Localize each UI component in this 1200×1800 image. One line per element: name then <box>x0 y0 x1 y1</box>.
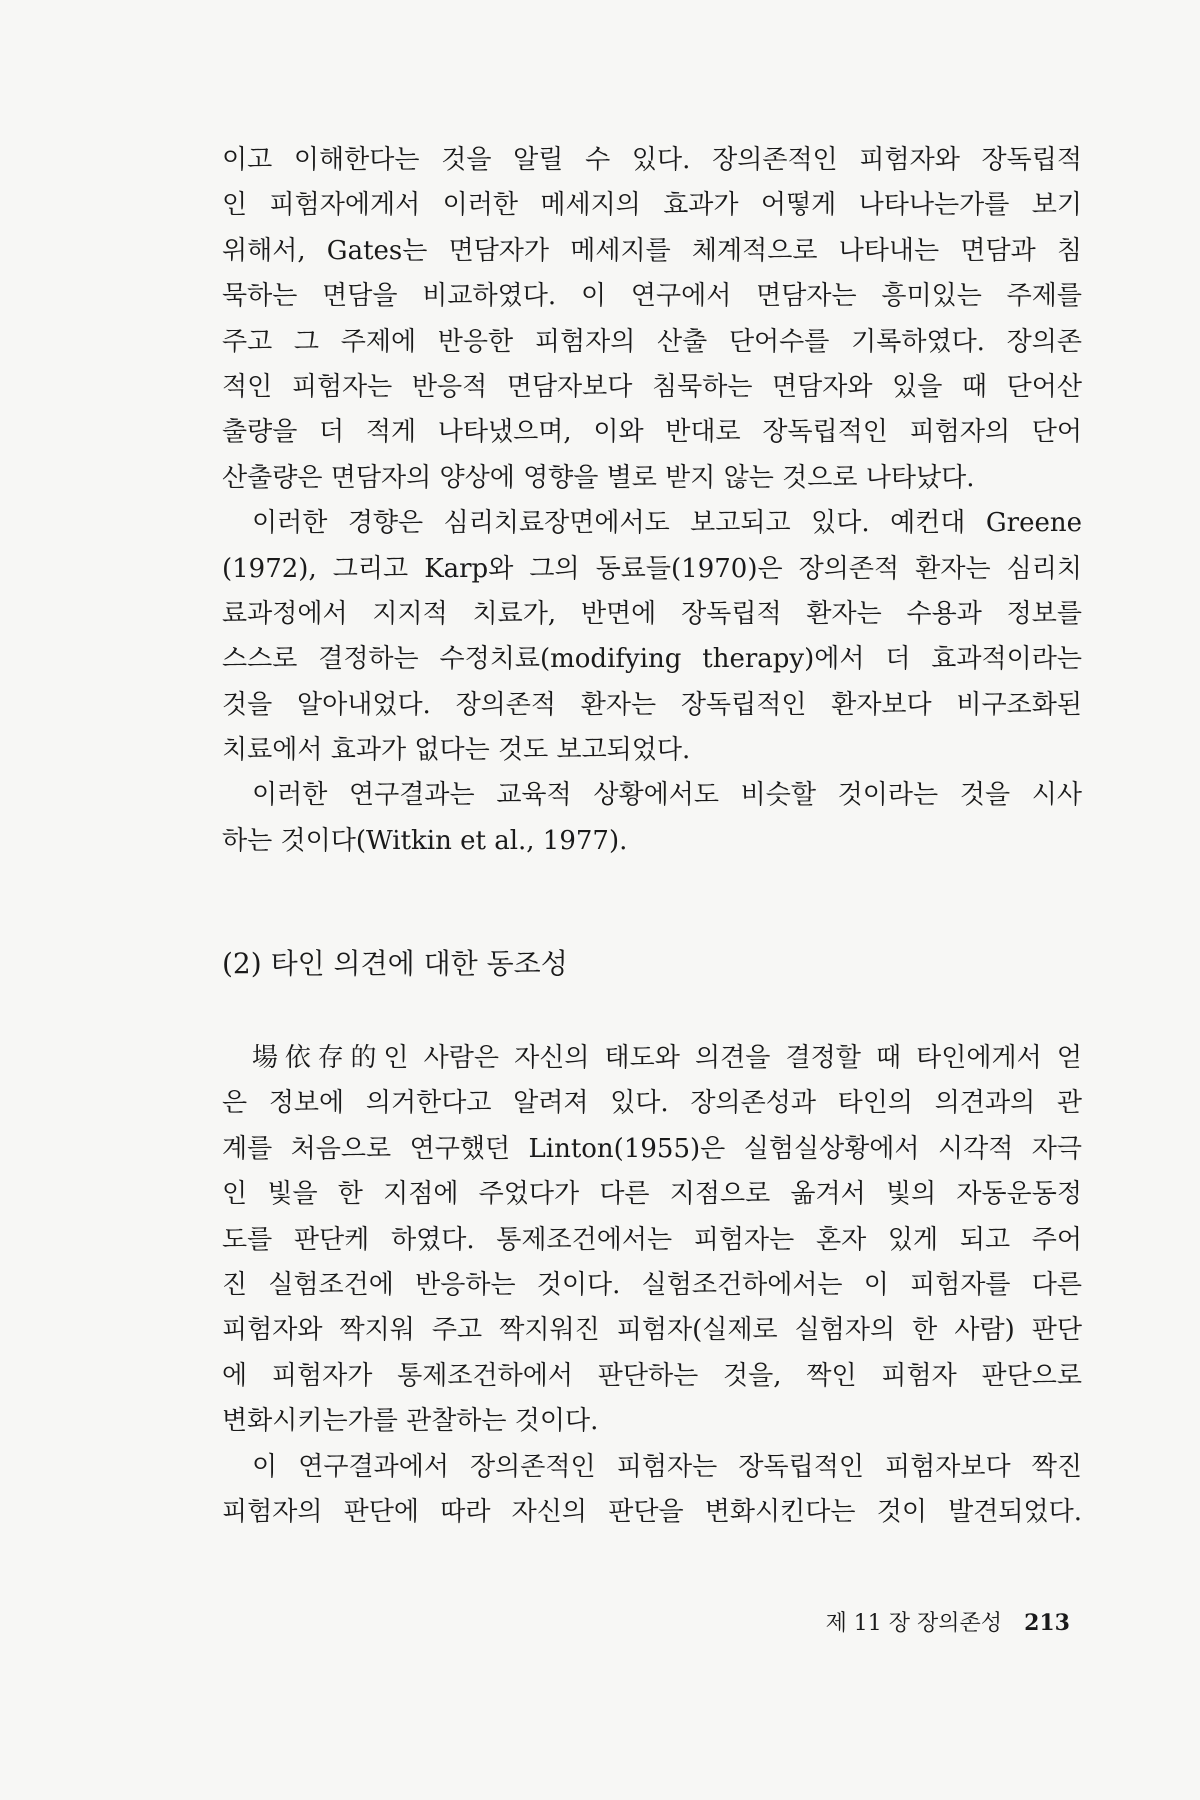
text-line: 계를 처음으로 연구했던 Linton(1955)은 실험실상황에서 시각적 자극 <box>222 1133 1082 1164</box>
text-line: (1972), 그리고 Karp와 그의 동료들(1970)은 장의존적 환자는 심리치 <box>222 553 1082 584</box>
text-line: 이 연구결과에서 장의존적인 피험자는 장독립적인 피험자보다 짝진 <box>252 1451 1082 1482</box>
text-line: 변화시키는가를 관찰하는 것이다. <box>222 1406 599 1437</box>
text-line: 도를 판단케 하였다. 통제조건에서는 피험자는 혼자 있게 되고 주어 <box>222 1224 1082 1255</box>
text-line: 산출량은 면담자의 양상에 영향을 별로 받지 않는 것으로 나타났다. <box>222 462 975 493</box>
text-line: 에 피험자가 통제조건하에서 판단하는 것을, 짝인 피험자 판단으로 <box>222 1360 1082 1391</box>
section-heading: (2) 타인 의견에 대한 동조성 <box>222 947 568 980</box>
text-line: 것을 알아내었다. 장의존적 환자는 장독립적인 환자보다 비구조화된 <box>222 689 1082 720</box>
text-line: 주고 그 주제에 반응한 피험자의 산출 단어수를 기록하였다. 장의존 <box>222 326 1082 357</box>
text-line: 이고 이해한다는 것을 알릴 수 있다. 장의존적인 피험자와 장독립적 <box>222 145 1082 175</box>
text-block-lower <box>222 1036 1082 1535</box>
text-line: 료과정에서 지지적 치료가, 반면에 장독립적 환자는 수용과 정보를 <box>222 598 1082 629</box>
text-line: 피험자의 판단에 따라 자신의 판단을 변화시킨다는 것이 발견되었다. <box>222 1496 1082 1527</box>
text-line: 묵하는 면담을 비교하였다. 이 연구에서 면담자는 흥미있는 주제를 <box>222 281 1082 312</box>
text-block-upper <box>222 138 1082 864</box>
page-footer <box>826 1606 1070 1637</box>
text-line: 치료에서 효과가 없다는 것도 보고되었다. <box>222 735 691 766</box>
text-line: 場依存的인 사람은 자신의 태도와 의견을 결정할 때 타인에게서 얻 <box>252 1043 1082 1073</box>
text-line: 하는 것이다(Witkin et al., 1977). <box>222 825 628 856</box>
text-line: 진 실험조건에 반응하는 것이다. 실험조건하에서는 이 피험자를 다른 <box>222 1269 1082 1300</box>
text-line: 위해서, Gates는 면담자가 메세지를 체계적으로 나타내는 면담과 침 <box>222 235 1082 266</box>
text-line: 스스로 결정하는 수정치료(modifying therapy)에서 더 효과적이라는 <box>222 644 1082 675</box>
text-line: 출량을 더 적게 나타냈으며, 이와 반대로 장독립적인 피험자의 단어 <box>222 417 1082 448</box>
text-line: 적인 피험자는 반응적 면담자보다 침묵하는 면담자와 있을 때 단어산 <box>222 371 1082 402</box>
text-line: 이러한 연구결과는 교육적 상황에서도 비슷할 것이라는 것을 시사 <box>252 780 1082 811</box>
page-number: 213 <box>1024 1610 1070 1636</box>
text-line: 은 정보에 의거한다고 알려져 있다. 장의존성과 타인의 의견과의 관 <box>222 1088 1082 1119</box>
chapter-label: 제 11 장 장의존성 <box>825 1611 1003 1636</box>
text-line: 인 빛을 한 지점에 주었다가 다른 지점으로 옮겨서 빛의 자동운동정 <box>222 1179 1082 1210</box>
text-line: 인 피험자에게서 이러한 메세지의 효과가 어떻게 나타나는가를 보기 <box>222 190 1082 221</box>
text-line: 이러한 경향은 심리치료장면에서도 보고되고 있다. 예컨대 Greene <box>252 508 1082 539</box>
text-line: 피험자와 짝지워 주고 짝지워진 피험자(실제로 실험자의 한 사람) 판단 <box>222 1315 1082 1346</box>
